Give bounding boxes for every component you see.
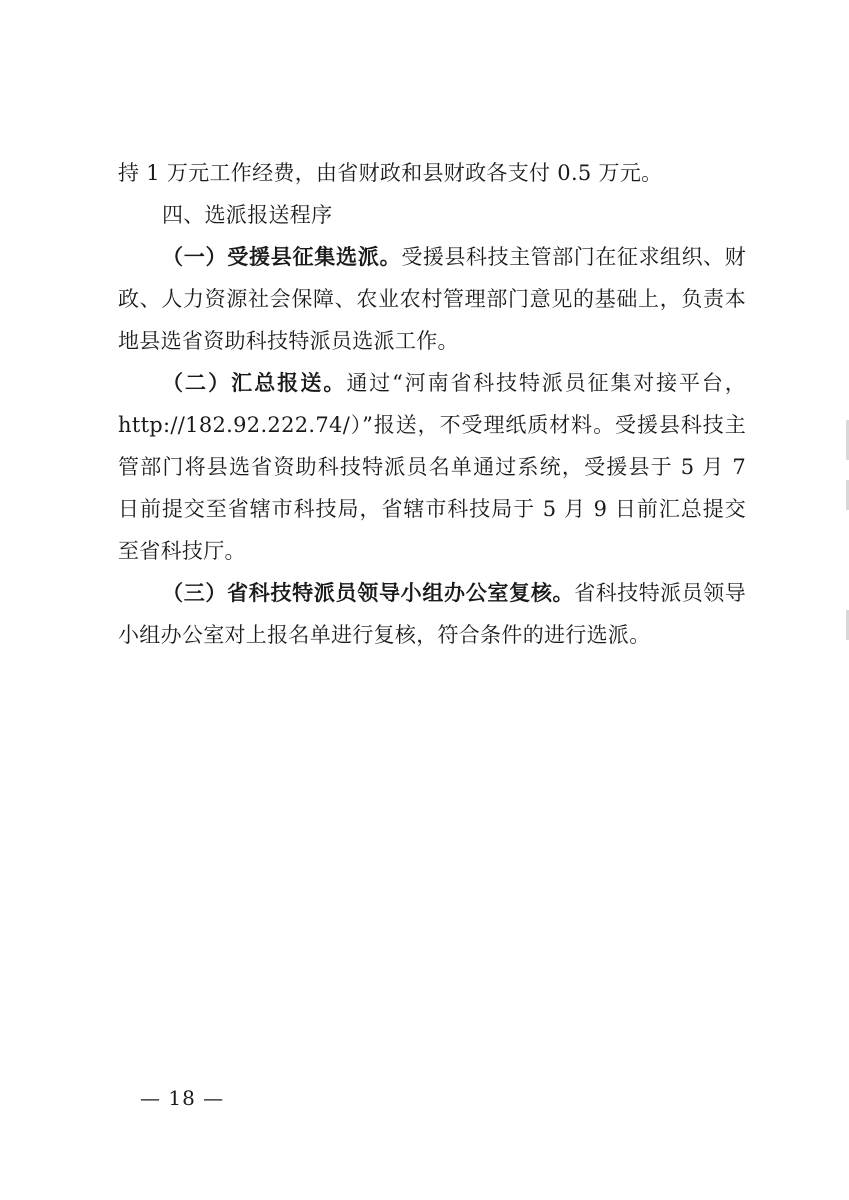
paragraph-funding: [118, 152, 746, 194]
paragraph-item-three: [118, 572, 746, 656]
paragraph-funding-text: 持 1 万元工作经费，由省财政和县财政各支付 0.5 万元。: [118, 161, 663, 185]
item-three-heading: （三）省科技特派员领导小组办公室复核。: [162, 581, 575, 605]
paragraph-item-one: [118, 236, 746, 362]
paragraph-item-two: [118, 362, 746, 572]
section-heading-text: 四、选派报送程序: [162, 203, 333, 227]
item-two-text: 通过“河南省科技特派员征集对接平台，http://182.92.222.74/）”报送，不受理纸质材料。受援县科技主管部门将县选省资助科技特派员名单通过系统，受援县于 5 月 7 日前提交至省辖市科技局，省辖市科技局于 5 月 9 日前汇总提交至省科技厅。: [118, 371, 746, 563]
document-body: [118, 152, 746, 656]
item-three-text: 省科技特派员领导小组办公室对上报名单进行复核，符合条件的进行选派。: [118, 581, 747, 647]
item-one-heading: （一）受援县征集选派。: [162, 245, 402, 269]
item-one-text: 受援县科技主管部门在征求组织、财政、人力资源社会保障、农业农村管理部门意见的基础上，负责本地县选省资助科技特派员选派工作。: [118, 245, 747, 353]
page-number: — 18 —: [140, 1086, 225, 1110]
item-two-heading: （二）汇总报送。: [162, 371, 347, 395]
section-heading-selection-procedure: [118, 194, 746, 236]
